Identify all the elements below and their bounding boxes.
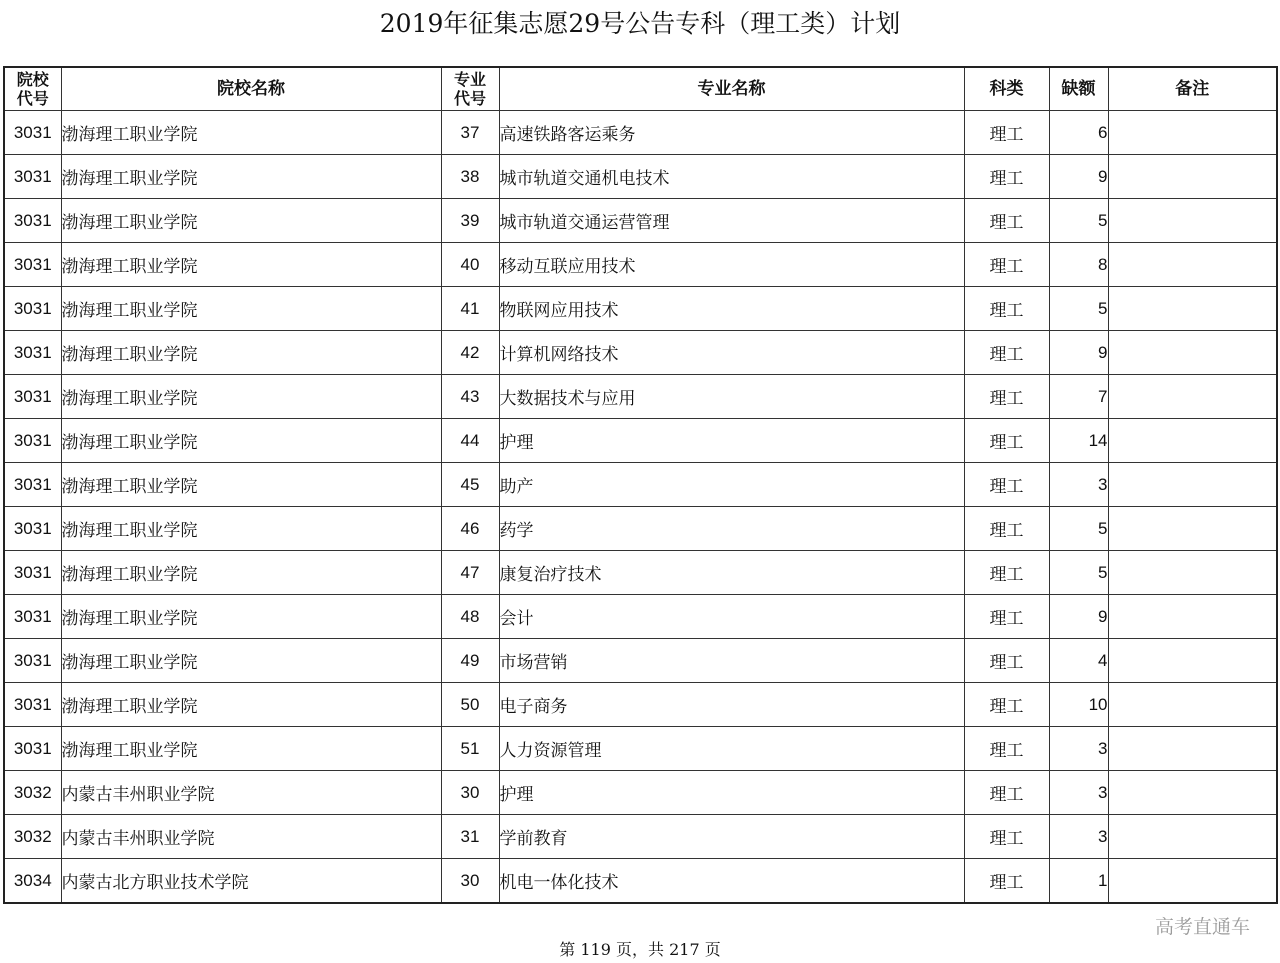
cell-school-code: 3032 [4,815,61,859]
cell-major-code: 43 [441,375,499,419]
table-row [4,727,1277,771]
cell-notes [1108,243,1277,287]
cell-school-name: 渤海理工职业学院 [61,727,441,771]
cell-vacancies: 3 [1049,771,1108,815]
cell-major-code: 37 [441,111,499,155]
header-major-name: 专业名称 [499,67,964,111]
cell-school-name: 渤海理工职业学院 [61,419,441,463]
cell-major-name: 会计 [499,595,964,639]
cell-category: 理工 [964,199,1049,243]
cell-category: 理工 [964,727,1049,771]
cell-school-name: 渤海理工职业学院 [61,639,441,683]
cell-major-code: 42 [441,331,499,375]
cell-notes [1108,375,1277,419]
cell-vacancies: 9 [1049,155,1108,199]
cell-notes [1108,771,1277,815]
cell-major-name: 人力资源管理 [499,727,964,771]
cell-school-name: 渤海理工职业学院 [61,507,441,551]
table-row [4,111,1277,155]
cell-school-code: 3031 [4,507,61,551]
table-row [4,551,1277,595]
cell-vacancies: 9 [1049,595,1108,639]
cell-major-code: 44 [441,419,499,463]
cell-major-code: 49 [441,639,499,683]
cell-category: 理工 [964,551,1049,595]
cell-major-code: 38 [441,155,499,199]
cell-school-name: 渤海理工职业学院 [61,155,441,199]
header-vacancies: 缺额 [1049,67,1108,111]
header-major-code: 专业代号 [441,67,499,111]
enrollment-plan-table [3,66,1278,904]
cell-major-code: 51 [441,727,499,771]
cell-vacancies: 3 [1049,727,1108,771]
cell-school-code: 3031 [4,375,61,419]
watermark-text: 高考直通车 [1154,916,1250,938]
cell-category: 理工 [964,331,1049,375]
cell-major-name: 物联网应用技术 [499,287,964,331]
cell-vacancies: 5 [1049,199,1108,243]
cell-school-code: 3031 [4,243,61,287]
table-row [4,595,1277,639]
table-row [4,683,1277,727]
header-school-name: 院校名称 [61,67,441,111]
cell-school-code: 3034 [4,859,61,904]
cell-category: 理工 [964,595,1049,639]
page-number: 第 119 页，共 217 页 [559,940,721,959]
cell-major-code: 39 [441,199,499,243]
cell-major-code: 30 [441,771,499,815]
cell-vacancies: 1 [1049,859,1108,904]
table-row [4,771,1277,815]
cell-vacancies: 3 [1049,463,1108,507]
table-row [4,243,1277,287]
cell-school-code: 3031 [4,331,61,375]
cell-notes [1108,463,1277,507]
cell-notes [1108,727,1277,771]
cell-school-name: 渤海理工职业学院 [61,243,441,287]
cell-major-name: 电子商务 [499,683,964,727]
cell-major-code: 30 [441,859,499,904]
cell-major-name: 药学 [499,507,964,551]
cell-major-name: 市场营销 [499,639,964,683]
cell-notes [1108,331,1277,375]
cell-major-name: 康复治疗技术 [499,551,964,595]
table-row [4,639,1277,683]
cell-vacancies: 6 [1049,111,1108,155]
cell-major-name: 计算机网络技术 [499,331,964,375]
cell-school-name: 内蒙古丰州职业学院 [61,815,441,859]
table-header-row [4,67,1277,111]
cell-school-code: 3031 [4,683,61,727]
cell-school-name: 渤海理工职业学院 [61,111,441,155]
cell-vacancies: 14 [1049,419,1108,463]
cell-notes [1108,419,1277,463]
cell-major-code: 46 [441,507,499,551]
cell-school-code: 3031 [4,595,61,639]
cell-school-name: 内蒙古丰州职业学院 [61,771,441,815]
cell-category: 理工 [964,771,1049,815]
cell-major-name: 学前教育 [499,815,964,859]
cell-school-code: 3031 [4,155,61,199]
header-school-code: 院校代号 [4,67,61,111]
table-row [4,815,1277,859]
cell-category: 理工 [964,375,1049,419]
cell-category: 理工 [964,287,1049,331]
cell-vacancies: 5 [1049,287,1108,331]
cell-vacancies: 5 [1049,551,1108,595]
cell-major-code: 47 [441,551,499,595]
cell-school-name: 渤海理工职业学院 [61,683,441,727]
cell-category: 理工 [964,419,1049,463]
cell-notes [1108,859,1277,904]
cell-major-name: 城市轨道交通运营管理 [499,199,964,243]
header-category: 科类 [964,67,1049,111]
cell-vacancies: 10 [1049,683,1108,727]
cell-major-code: 50 [441,683,499,727]
cell-school-code: 3031 [4,287,61,331]
cell-major-code: 41 [441,287,499,331]
table-row [4,463,1277,507]
cell-major-name: 高速铁路客运乘务 [499,111,964,155]
cell-major-code: 31 [441,815,499,859]
cell-major-name: 大数据技术与应用 [499,375,964,419]
cell-category: 理工 [964,815,1049,859]
cell-major-name: 城市轨道交通机电技术 [499,155,964,199]
cell-notes [1108,551,1277,595]
cell-school-name: 内蒙古北方职业技术学院 [61,859,441,904]
table-row [4,155,1277,199]
cell-notes [1108,507,1277,551]
cell-school-name: 渤海理工职业学院 [61,463,441,507]
cell-notes [1108,683,1277,727]
cell-school-code: 3031 [4,111,61,155]
cell-school-name: 渤海理工职业学院 [61,595,441,639]
cell-category: 理工 [964,859,1049,904]
table-row [4,507,1277,551]
cell-notes [1108,815,1277,859]
page-title: 2019年征集志愿29号公告专科（理工类）计划 [379,9,901,38]
cell-category: 理工 [964,683,1049,727]
table-row [4,859,1277,904]
cell-vacancies: 4 [1049,639,1108,683]
cell-school-code: 3032 [4,771,61,815]
cell-vacancies: 9 [1049,331,1108,375]
cell-school-code: 3031 [4,639,61,683]
cell-major-name: 助产 [499,463,964,507]
cell-school-name: 渤海理工职业学院 [61,375,441,419]
cell-school-code: 3031 [4,419,61,463]
cell-major-name: 移动互联应用技术 [499,243,964,287]
cell-vacancies: 7 [1049,375,1108,419]
table-body [4,111,1277,904]
cell-category: 理工 [964,507,1049,551]
cell-school-code: 3031 [4,551,61,595]
cell-major-name: 机电一体化技术 [499,859,964,904]
cell-vacancies: 3 [1049,815,1108,859]
table-row [4,331,1277,375]
cell-major-code: 40 [441,243,499,287]
cell-category: 理工 [964,463,1049,507]
cell-notes [1108,639,1277,683]
cell-school-name: 渤海理工职业学院 [61,551,441,595]
cell-notes [1108,595,1277,639]
table-row [4,419,1277,463]
cell-school-name: 渤海理工职业学院 [61,287,441,331]
cell-school-name: 渤海理工职业学院 [61,199,441,243]
cell-vacancies: 5 [1049,507,1108,551]
cell-category: 理工 [964,155,1049,199]
cell-major-code: 48 [441,595,499,639]
cell-major-code: 45 [441,463,499,507]
cell-school-code: 3031 [4,463,61,507]
cell-category: 理工 [964,111,1049,155]
cell-vacancies: 8 [1049,243,1108,287]
cell-school-code: 3031 [4,727,61,771]
cell-school-code: 3031 [4,199,61,243]
table-row [4,287,1277,331]
table-row [4,199,1277,243]
cell-notes [1108,199,1277,243]
cell-notes [1108,287,1277,331]
cell-major-name: 护理 [499,419,964,463]
cell-category: 理工 [964,243,1049,287]
header-notes: 备注 [1108,67,1277,111]
cell-school-name: 渤海理工职业学院 [61,331,441,375]
cell-major-name: 护理 [499,771,964,815]
table-row [4,375,1277,419]
cell-notes [1108,111,1277,155]
cell-notes [1108,155,1277,199]
cell-category: 理工 [964,639,1049,683]
